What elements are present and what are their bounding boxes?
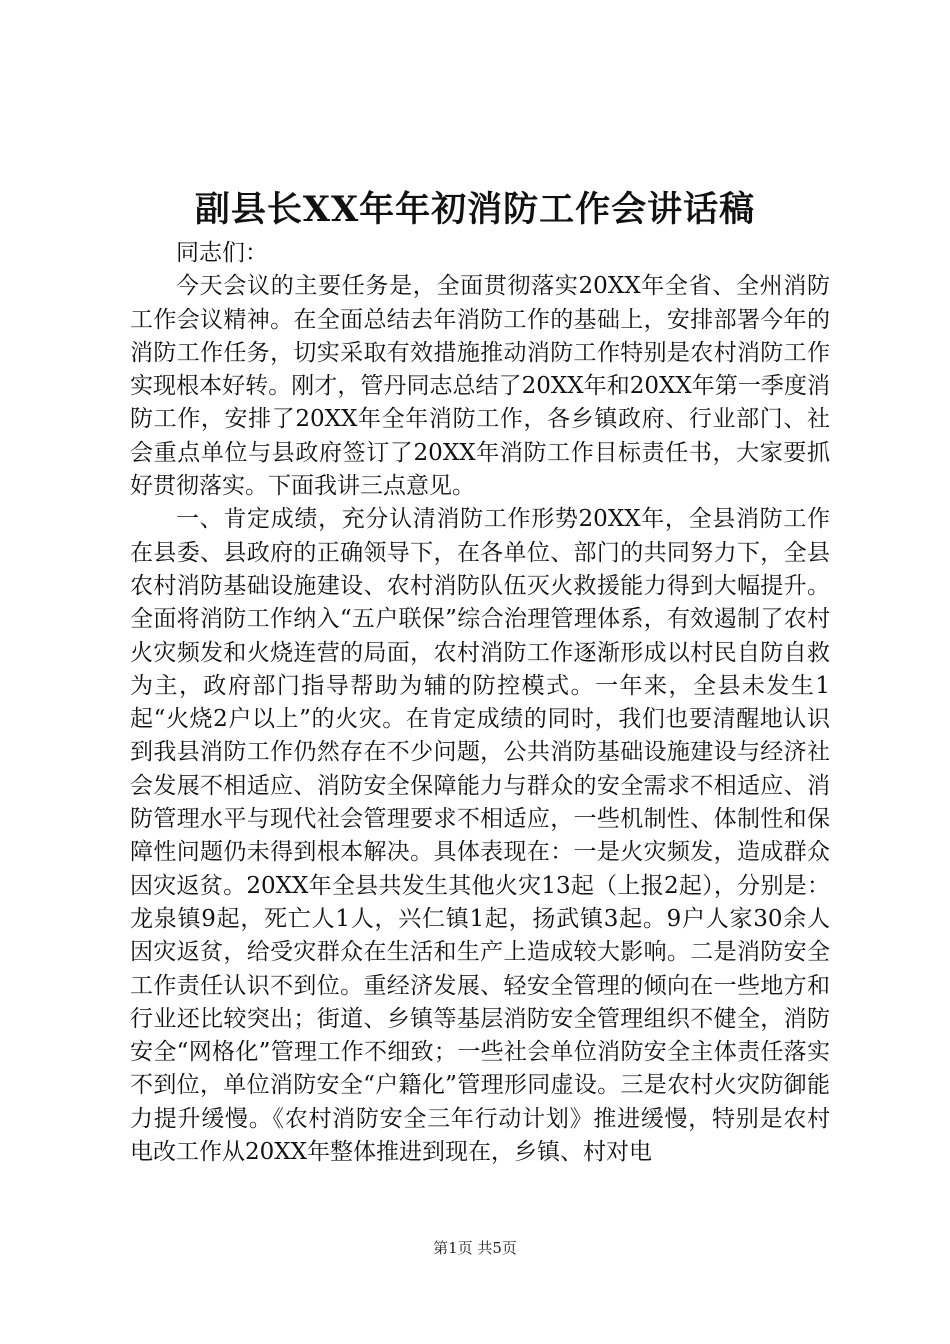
salutation: 同志们：	[176, 240, 268, 266]
paragraph-section-one: 一、肯定成绩，充分认清消防工作形势20XX年，全县消防工作在县委、县政府的正确领导下，在各单位、部门的共同努力下，全县农村消防基础设施建设、农村消防队伍灭火救援能力得到大幅提升。全面将消防工作纳入“五户联保”综合治理管理体系，有效遏制了农村火灾频发和火烧连营的局面，农村消防工作逐渐形成以村民自防自救为主，政府部门指导帮助为辅的防控模式。一年来，全县未发生1起“火烧2户以上”的火灾。在肯定成绩的同时，我们也要清醒地认识到我县消防工作仍然存在不少问题，公共消防基础设施建设与经济社会发展不相适应、消防安全保障能力与群众的安全需求不相适应、消防管理水平与现代社会管理要求不相适应，一些机制性、体制性和保障性问题仍未得到根本解决。具体表现在：一是火灾频发，造成群众因灾返贫。20XX年全县共发生其他火灾13起（上报2起），分别是：龙泉镇9起，死亡人1人，兴仁镇1起，扬武镇3起。9户人家30余人因灾返贫，给受灾群众在生活和生产上造成较大影响。二是消防安全工作责任认识不到位。重经济发展、轻安全管理的倾向在一些地方和行业还比较突出；街道、乡镇等基层消防安全管理组织不健全，消防安全“网格化”管理工作不细致；一些社会单位消防安全主体责任落实不到位，单位消防安全“户籍化”管理形同虚设。三是农村火灾防御能力提升缓慢。《农村消防安全三年行动计划》推进缓慢，特别是农村电改工作从20XX年整体推进到现在，乡镇、村对电	[130, 506, 830, 1166]
page-footer: 第1页 共5页	[433, 1239, 517, 1257]
document-title: 副县长XX年年初消防工作会讲话稿	[194, 189, 756, 230]
document-body	[130, 237, 830, 1169]
paragraph-intro: 今天会议的主要任务是，全面贯彻落实20XX年全省、全州消防工作会议精神。在全面总结去年消防工作的基础上，安排部署今年的消防工作任务，切实采取有效措施推动消防工作特别是农村消防工作实现根本好转。刚才，管丹同志总结了20XX年和20XX年第一季度消防工作，安排了20XX年全年消防工作，各乡镇政府、行业部门、社会重点单位与县政府签订了20XX年消防工作目标责任书，大家要抓好贯彻落实。下面我讲三点意见。	[130, 273, 830, 500]
